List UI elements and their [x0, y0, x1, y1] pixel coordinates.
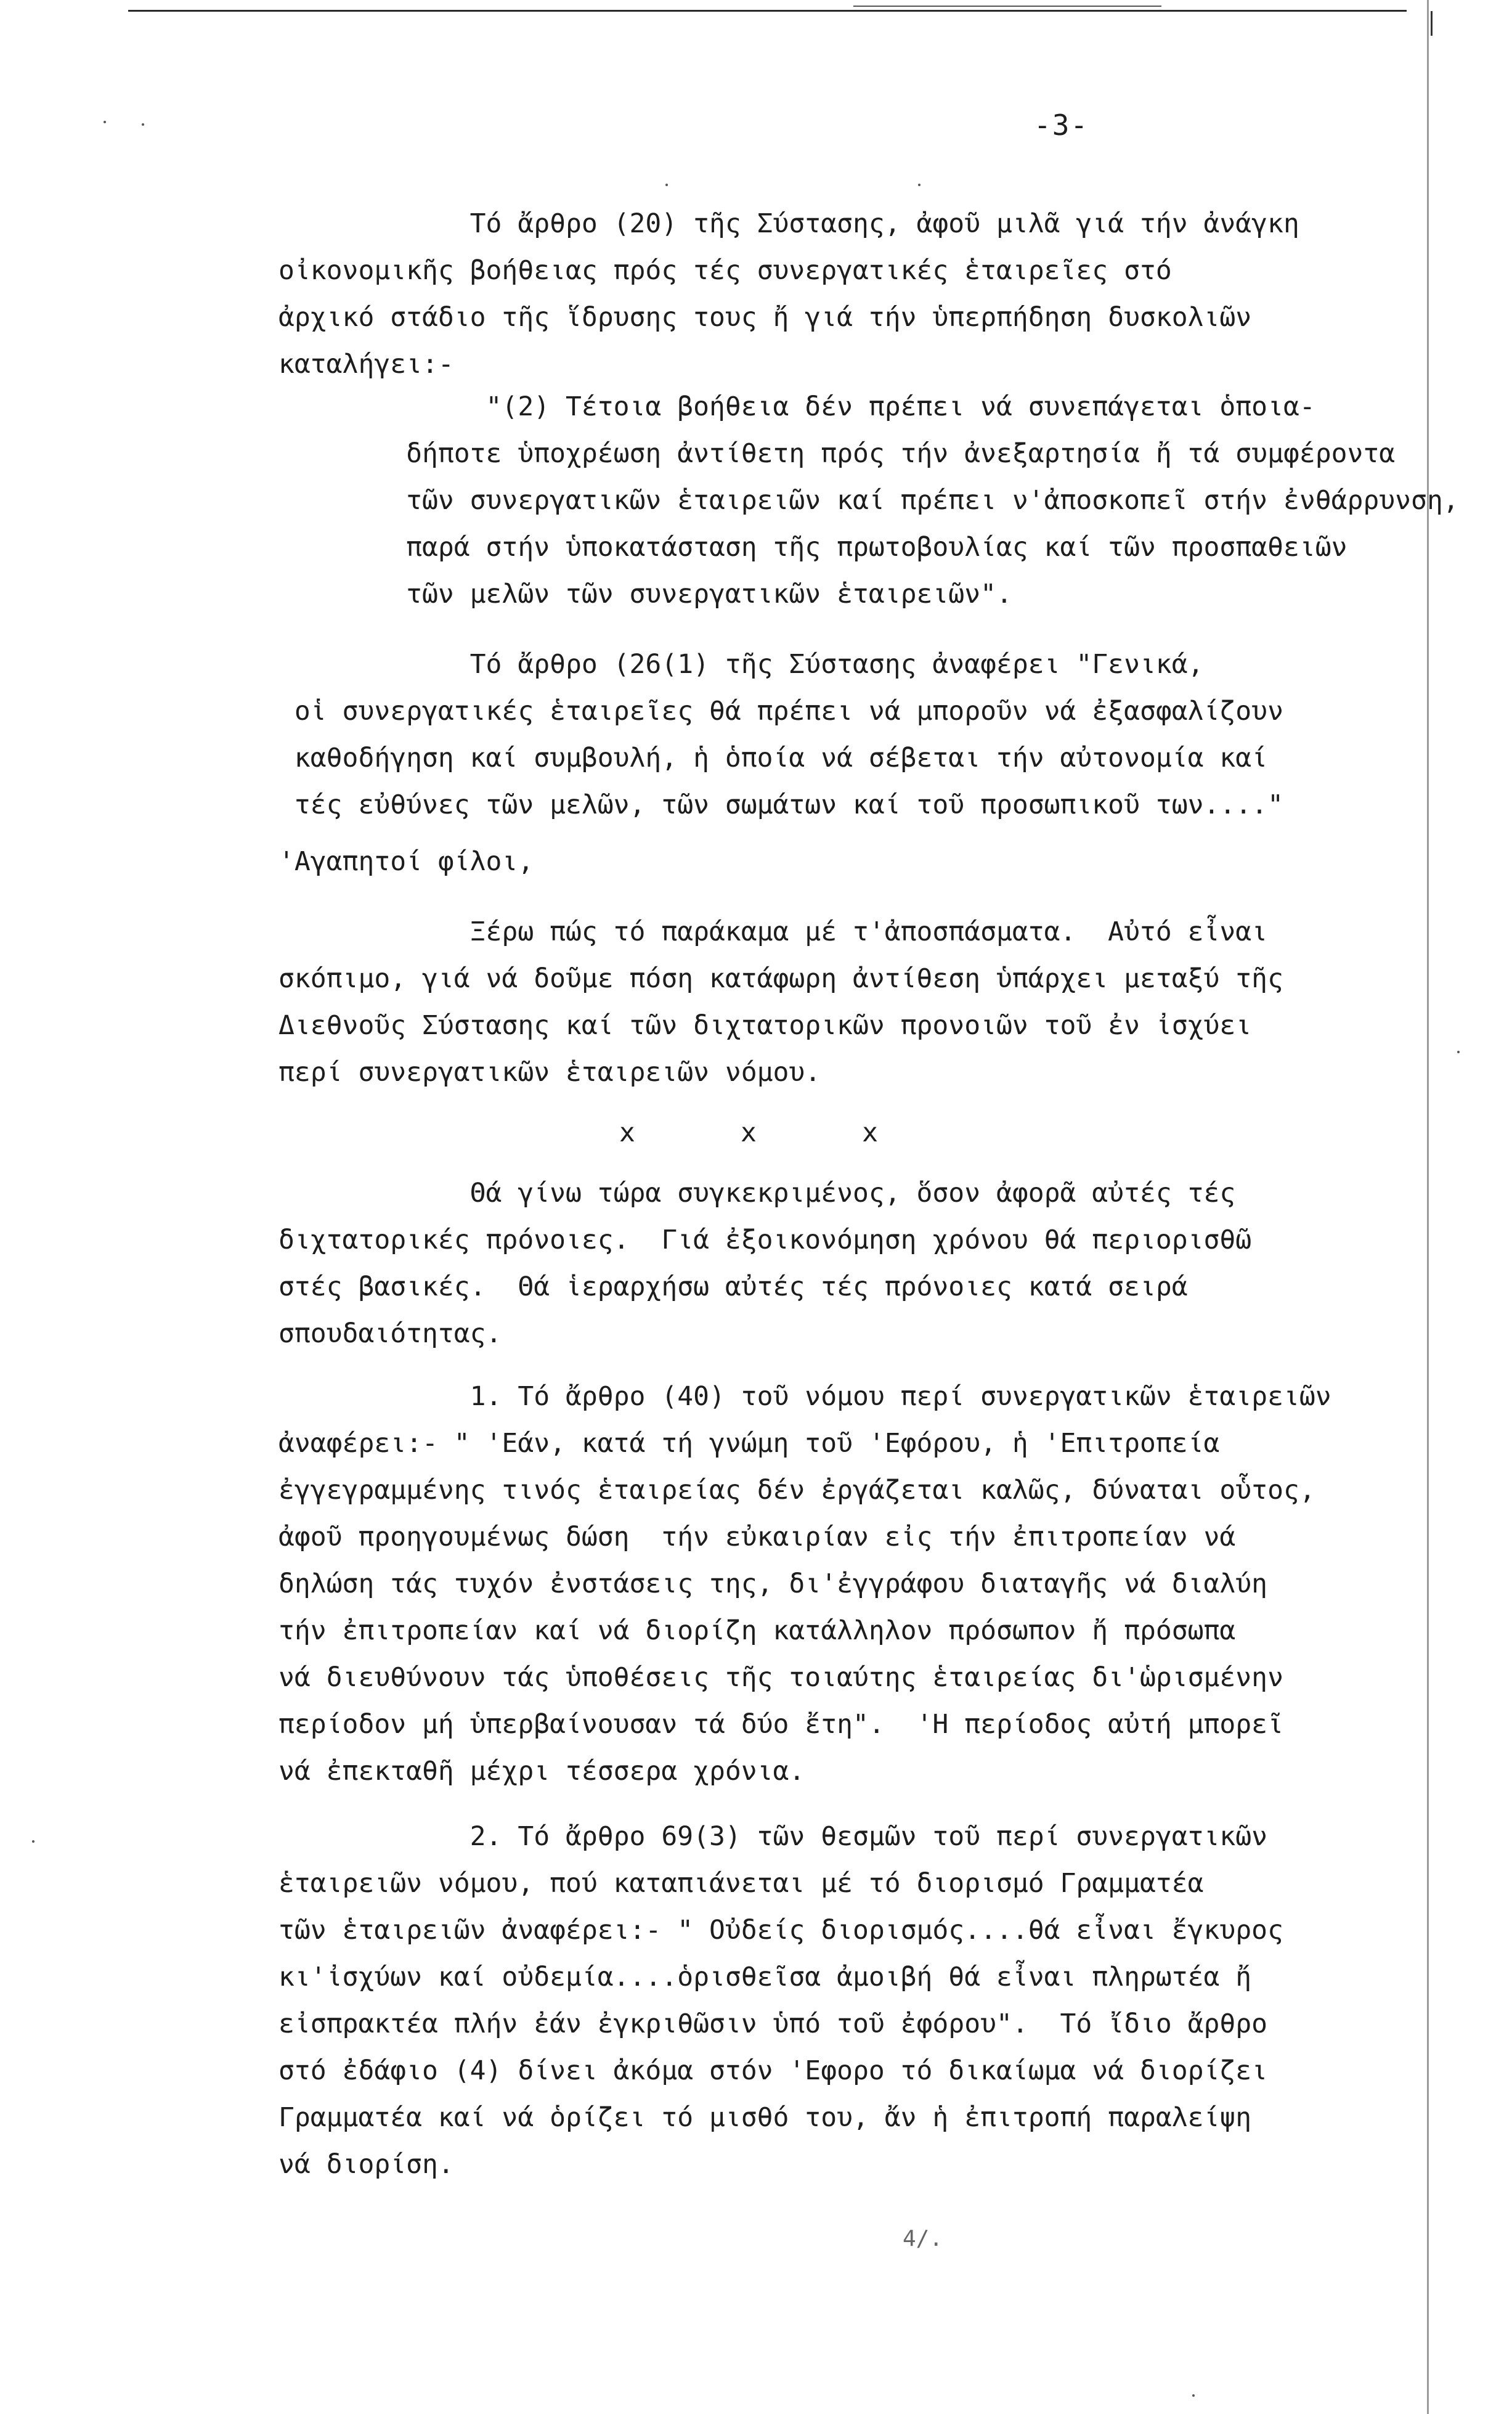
- scan-speck: [104, 121, 106, 123]
- top-border-line-faint: [853, 6, 1161, 7]
- scan-speck: [1192, 2394, 1195, 2397]
- scan-speck: [918, 184, 921, 186]
- continuation-mark: 4/.: [903, 2226, 943, 2251]
- right-margin-tick: [1431, 11, 1433, 36]
- paragraph-article-40: 1. Τό ἄρθρο (40) τοῦ νόμου περί συνεργατικῶν ἑταιρειῶν ἀναφέρει:- " 'Εάν, κατά τή γνώμη τοῦ 'Εφόρου, ἡ 'Επιτροπεία ἐγγεγραμμένης τινός ἑταιρείας δέν ἐργάζεται καλῶς, δύναται οὗτος, ἀφοῦ προηγουμένως δώση τήν εὐκαιρίαν εἰς τήν ἐπιτροπείαν νά δηλώση τάς τυχόν ἐνστάσεις της, δι'ἐγγράφου διαταγῆς νά διαλύη τήν ἐπιτροπείαν καί νά διορίζη κατάλληλον πρόσωπον ἤ πρόσωπα νά διευθύνουν τάς ὑποθέσεις τῆς τοιαύτης ἑταιρείας δι'ὡρισμένην περίοδον μή ὑπερβαίνουσαν τά δύο ἔτη". 'Η περίοδος αὐτή μπορεῖ νά ἐπεκταθῆ μέχρι τέσσερα χρόνια.: [278, 1381, 1331, 1787]
- scan-speck: [1457, 1051, 1460, 1053]
- paragraph-article-20: Τό ἄρθρο (20) τῆς Σύστασης, ἀφοῦ μιλᾶ γιά τήν ἀνάγκη οἰκονομικῆς βοήθειας πρός τές συνεργατικές ἑταιρεῖες στό ἀρχικό στάδιο τῆς ἵδρυσης τους ἤ γιά τήν ὑπερπήδηση δυσκολιῶν καταλήγει:-: [278, 208, 1299, 380]
- paragraph-article-69: 2. Τό ἄρθρο 69(3) τῶν θεσμῶν τοῦ περί συνεργατικῶν ἑταιρειῶν νόμου, πού καταπιάνεται μέ τό διορισμό Γραμματέα τῶν ἑταιρειῶν ἀναφέρει:- " Οὐδείς διορισμός....θά εἶναι ἔγκυρος κι'ἰσχύων καί οὐδεμία....ὁρισθεῖσα ἀμοιβή θά εἶναι πληρωτέα ἤ εἰσπρακτέα πλήν ἐάν ἐγκριθῶσιν ὑπό τοῦ ἐφόρου". Τό ἴδιο ἄρθρο στό ἐδάφιο (4) δίνει ἀκόμα στόν 'Εφορο τό δικαίωμα νά διορίζει Γραμματέα καί νά ὁρίζει τό μισθό του, ἄν ἡ ἐπιτροπή παραλείψη νά διορίση.: [278, 1821, 1283, 2180]
- top-border-line: [128, 10, 1407, 12]
- separator-mark: x: [741, 1117, 757, 1148]
- section-separator: [619, 1109, 878, 1156]
- paragraph-article-26: Τό ἄρθρο (26(1) τῆς Σύστασης ἀναφέρει "Γενικά, οἱ συνεργατικές ἑταιρεῖες θά πρέπει νά μποροῦν νά ἐξασφαλίζουν καθοδήγηση καί συμβουλή, ἡ ὁποία νά σέβεται τήν αὐτονομία καί τές εὐθύνες τῶν μελῶν, τῶν σωμάτων καί τοῦ προσωπικοῦ των....": [294, 649, 1283, 820]
- paragraph-specifics: Θά γίνω τώρα συγκεκριμένος, ὅσον ἀφορᾶ αὐτές τές διχτατορικές πρόνοιες. Γιά ἐξοικονόμηση χρόνου θά περιορισθῶ στές βασικές. Θά ἱεραρχήσω αὐτές τές πρόνοιες κατά σειρά σπουδαιότητας.: [278, 1178, 1252, 1349]
- page-number: -3-: [1034, 108, 1089, 142]
- salutation: 'Αγαπητοί φίλοι,: [278, 846, 534, 877]
- separator-mark: x: [862, 1117, 878, 1148]
- scan-speck: [32, 1840, 35, 1843]
- right-margin-line: [1427, 0, 1429, 2414]
- paragraph-excerpts: Ξέρω πώς τό παράκαμα μέ τ'ἀποσπάσματα. Αὐτό εἶναι σκόπιμο, γιά νά δοῦμε πόση κατάφωρη ἀντίθεση ὑπάρχει μεταξύ τῆς Διεθνοῦς Σύστασης καί τῶν διχτατορικῶν προνοιῶν τοῦ ἐν ἰσχύει περί συνεργατικῶν ἑταιρειῶν νόμου.: [278, 916, 1283, 1088]
- quote-recommendation-2: "(2) Τέτοια βοήθεια δέν πρέπει νά συνεπάγεται ὁποια- δήποτε ὑποχρέωση ἀντίθετη πρός τήν ἀνεξαρτησία ἤ τά συμφέροντα τῶν συνεργατικῶν ἑταιρειῶν καί πρέπει ν'ἀποσκοπεῖ στήν ἐνθάρρυνση, παρά στήν ὑποκατάσταση τῆς πρωτοβουλίας καί τῶν προσπαθειῶν τῶν μελῶν τῶν συνεργατικῶν ἑταιρειῶν".: [406, 391, 1459, 610]
- scan-speck: [142, 123, 144, 126]
- separator-mark: x: [619, 1117, 635, 1148]
- scan-speck: [665, 184, 668, 186]
